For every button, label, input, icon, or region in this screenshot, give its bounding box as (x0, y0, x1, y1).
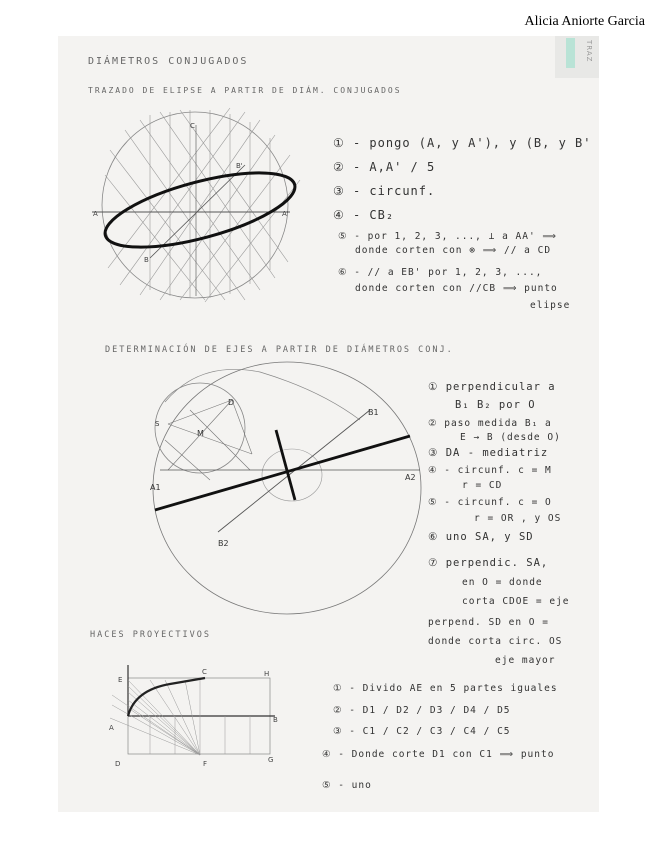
s3-step-2: ② - D1 / D2 / D3 / D4 / D5 (333, 705, 511, 716)
label-h: H (264, 670, 270, 678)
s1-step-5b: donde corten con ⊗ ⟹ // a CD (355, 245, 552, 256)
section3-title: HACES PROYECTIVOS (90, 630, 211, 640)
s2-step-5b: r = OR , y OS (474, 513, 562, 524)
s1-step-6c: elipse (530, 300, 571, 311)
label-s: S (155, 420, 160, 428)
author-name: Alicia Aniorte Garcia (524, 14, 645, 29)
label-b1: B1 (368, 408, 379, 417)
s2-step-7f: eje mayor (495, 655, 556, 666)
s1-step-5: ⑤ - por 1, 2, 3, ..., ⊥ a AA' ⟹ (338, 231, 558, 242)
label-m: M (197, 429, 204, 438)
s2-step-1: ① perpendicular a (428, 381, 556, 393)
tab-strip (566, 38, 575, 68)
label-c: C (190, 122, 195, 130)
label-b3: B (273, 716, 278, 724)
label-f: F (203, 760, 208, 768)
s3-step-4: ④ - Donde corte D1 con C1 ⟹ punto (322, 749, 555, 760)
tab-text: TRAZ (585, 40, 593, 63)
s2-step-7b: en O = donde (462, 577, 543, 588)
section1-title: DIÁMETROS CONJUGADOS (88, 56, 249, 67)
label-a3: A (109, 724, 114, 732)
label-b: B (144, 256, 149, 264)
axes-determination-figure (148, 358, 438, 620)
s2-step-7c: corta CDOE = eje (462, 596, 570, 607)
section2-title: DETERMINACIÓN DE EJES A PARTIR DE DIÁMETROS CONJ. (105, 345, 454, 355)
ellipse-construction-figure (90, 105, 310, 305)
label-b2: B2 (218, 539, 229, 548)
s1-step-3: ③ - circunf. (333, 184, 436, 198)
label-e: E (118, 676, 123, 684)
s2-step-2: ② paso medida B₁ a (428, 418, 552, 429)
label-c3: C (202, 668, 207, 676)
s2-step-5: ⑤ - circunf. c = O (428, 497, 552, 508)
label-a-prime: A' (282, 210, 289, 218)
s2-step-3: ③ DA - mediatriz (428, 447, 549, 459)
s3-step-5: ⑤ - uno (322, 780, 372, 791)
label-b-prime: B' (236, 162, 243, 170)
s2-step-4: ④ - circunf. c = M (428, 465, 552, 476)
s3-step-1: ① - Divido AE en 5 partes iguales (333, 683, 558, 694)
label-a: A (93, 210, 98, 218)
s2-step-6: ⑥ uno SA, y SD (428, 531, 534, 543)
s2-step-7d: perpend. SD en O = (428, 617, 549, 628)
section1-subtitle: TRAZADO DE ELIPSE A PARTIR DE DIÁM. CONJUGADOS (88, 86, 402, 95)
s2-step-7: ⑦ perpendic. SA, (428, 557, 549, 569)
label-a1: A1 (150, 483, 161, 492)
s2-step-2b: E → B (desde O) (460, 432, 561, 443)
s2-step-7e: donde corta circ. OS (428, 636, 563, 647)
label-d: D (228, 398, 235, 407)
label-g: G (268, 756, 274, 764)
label-d3: D (115, 760, 121, 768)
s1-step-2: ② - A,A' / 5 (333, 160, 436, 174)
projective-pencils-figure (108, 655, 298, 770)
s2-step-4b: r = CD (462, 480, 503, 491)
s1-step-1: ① - pongo (A, y A'), y (B, y B' (333, 136, 592, 150)
s1-step-4: ④ - CB₂ (333, 208, 395, 222)
s3-step-3: ③ - C1 / C2 / C3 / C4 / C5 (333, 726, 511, 737)
s2-step-1b: B₁ B₂ por O (455, 399, 536, 411)
s1-step-6b: donde corten con //CB ⟹ punto (355, 283, 558, 294)
label-a2: A2 (405, 473, 416, 482)
s1-step-6: ⑥ - // a EB' por 1, 2, 3, ..., (338, 267, 543, 278)
